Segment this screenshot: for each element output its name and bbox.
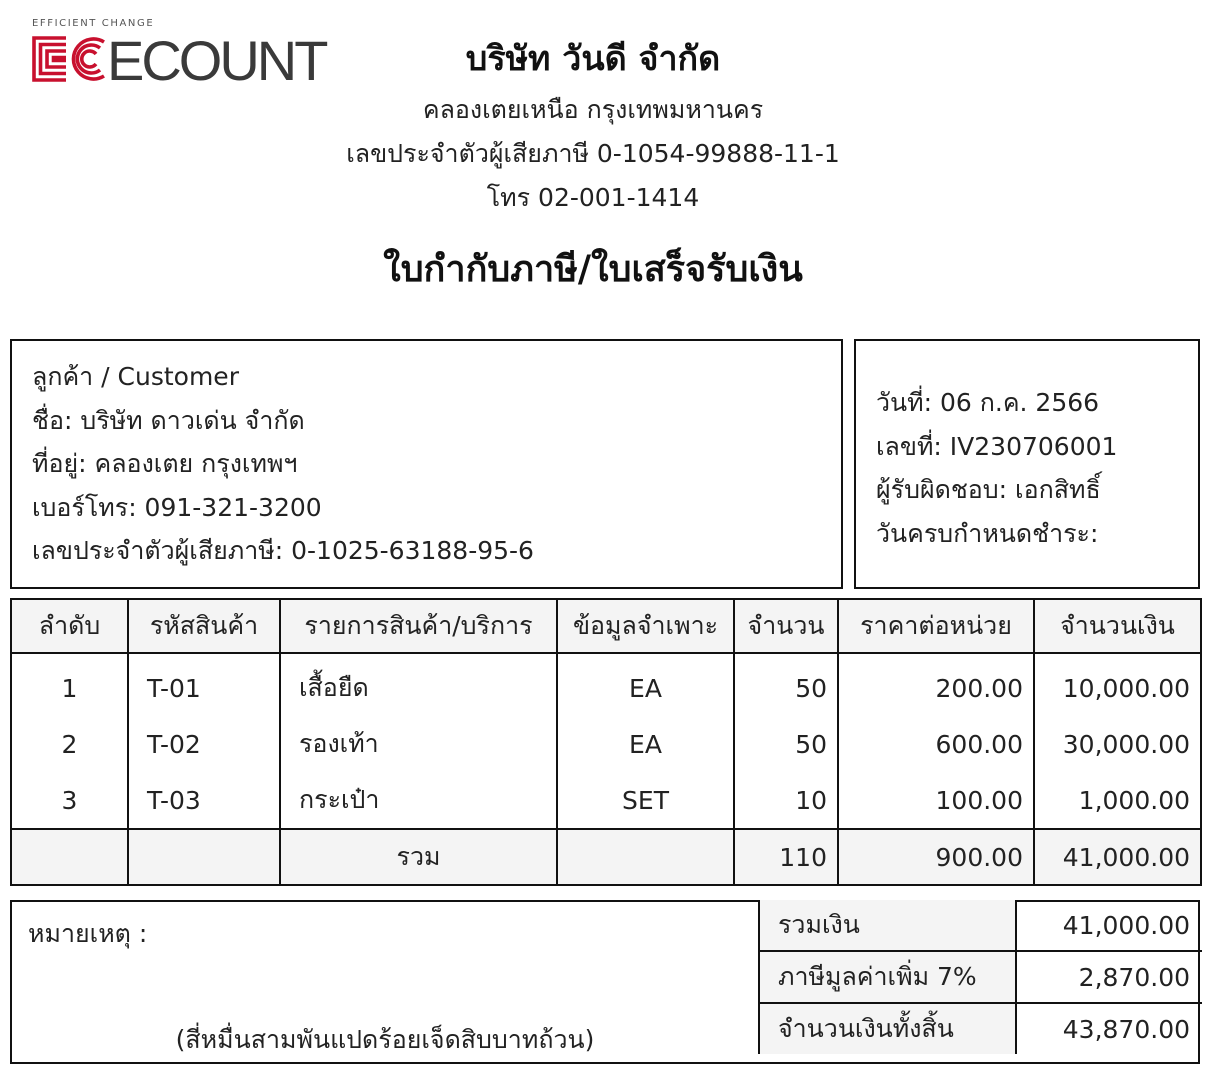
customer-address: ที่อยู่: คลองเตย กรุงเทพฯ: [32, 449, 298, 479]
company-phone: โทร 02-001-1414: [486, 183, 700, 212]
total-unit-price: 900.00: [838, 829, 1034, 885]
customer-phone: เบอร์โทร: 091-321-3200: [32, 492, 322, 522]
summary-vat-label: ภาษีมูลค่าเพิ่ม 7%: [759, 951, 1016, 1003]
summary-row: [759, 1003, 1202, 1054]
total-qty: 110: [734, 829, 838, 885]
summary-row: [759, 900, 1202, 951]
table-row: [11, 653, 1201, 716]
table-total-row: [11, 829, 1201, 885]
cell-description: รองเท้า: [280, 716, 557, 772]
header-no: ลำดับ: [11, 599, 128, 653]
customer-name: ชื่อ: บริษัท ดาวเด่น จำกัด: [32, 405, 305, 435]
table-header-row: [11, 599, 1201, 653]
summary-grand-total-value: 43,870.00: [1016, 1003, 1202, 1054]
table-row: [11, 716, 1201, 772]
logo-tagline: EFFICIENT CHANGE: [32, 18, 155, 29]
invoice-meta-box: [854, 339, 1200, 589]
customer-heading: ลูกค้า / Customer: [32, 362, 239, 391]
amount-in-words: (สี่หมื่นสามพันแปดร้อยเจ็ดสิบบาทถ้วน): [175, 1025, 595, 1054]
header-qty: จำนวน: [734, 599, 838, 653]
total-label: รวม: [280, 829, 557, 885]
summary-subtotal-value: 41,000.00: [1016, 900, 1202, 951]
cell-amount: 10,000.00: [1034, 653, 1201, 716]
customer-box: [10, 339, 843, 589]
cell-code: T-03: [128, 772, 280, 829]
logo-text: ECOUNT: [107, 29, 326, 92]
summary-table: [758, 900, 1202, 1054]
header-unit-price: ราคาต่อหน่วย: [838, 599, 1034, 653]
company-header: [0, 30, 1186, 220]
notes-label: หมายเหตุ :: [28, 919, 148, 948]
items-table: [10, 598, 1202, 886]
cell-description: เสื้อยืด: [280, 653, 557, 716]
cell-code: T-01: [128, 653, 280, 716]
cell-no: 2: [11, 716, 128, 772]
document-title: ใบกำกับภาษี/ใบเสร็จรับเงิน: [383, 248, 803, 290]
header-description: รายการสินค้า/บริการ: [280, 599, 557, 653]
customer-tax-id: เลขประจำตัวผู้เสียภาษี: 0-1025-63188-95-6: [32, 536, 534, 566]
total-amount: 41,000.00: [1034, 829, 1201, 885]
notes-summary-box: [10, 900, 1200, 1064]
total-cell-empty: [11, 829, 128, 885]
summary-vat-value: 2,870.00: [1016, 951, 1202, 1003]
cell-qty: 50: [734, 716, 838, 772]
company-tax-id: เลขประจำตัวผู้เสียภาษี 0-1054-99888-11-1: [346, 139, 840, 168]
cell-no: 3: [11, 772, 128, 829]
cell-qty: 10: [734, 772, 838, 829]
cell-no: 1: [11, 653, 128, 716]
table-row: [11, 772, 1201, 829]
cell-spec: SET: [557, 772, 734, 829]
invoice-due-date: วันครบกำหนดชำระ:: [876, 518, 1099, 548]
invoice-responsible: ผู้รับผิดชอบ: เอกสิทธิ์: [876, 475, 1101, 505]
summary-subtotal-label: รวมเงิน: [759, 900, 1016, 951]
cell-unit-price: 100.00: [838, 772, 1034, 829]
summary-grand-total-label: จำนวนเงินทั้งสิ้น: [759, 1003, 1016, 1054]
company-address: คลองเตยเหนือ กรุงเทพมหานคร: [422, 95, 764, 124]
invoice-date: วันที่: 06 ก.ค. 2566: [876, 388, 1100, 417]
header-code: รหัสสินค้า: [128, 599, 280, 653]
cell-spec: EA: [557, 716, 734, 772]
cell-code: T-02: [128, 716, 280, 772]
cell-description: กระเป๋า: [280, 772, 557, 829]
header-spec: ข้อมูลจำเพาะ: [557, 599, 734, 653]
cell-unit-price: 600.00: [838, 716, 1034, 772]
company-name: บริษัท วันดี จำกัด: [465, 39, 721, 79]
total-cell-empty: [128, 829, 280, 885]
cell-qty: 50: [734, 653, 838, 716]
cell-unit-price: 200.00: [838, 653, 1034, 716]
total-cell-empty: [557, 829, 734, 885]
summary-row: [759, 951, 1202, 1003]
cell-amount: 30,000.00: [1034, 716, 1201, 772]
cell-amount: 1,000.00: [1034, 772, 1201, 829]
header-amount: จำนวนเงิน: [1034, 599, 1201, 653]
invoice-number: เลขที่: IV230706001: [876, 431, 1118, 461]
cell-spec: EA: [557, 653, 734, 716]
